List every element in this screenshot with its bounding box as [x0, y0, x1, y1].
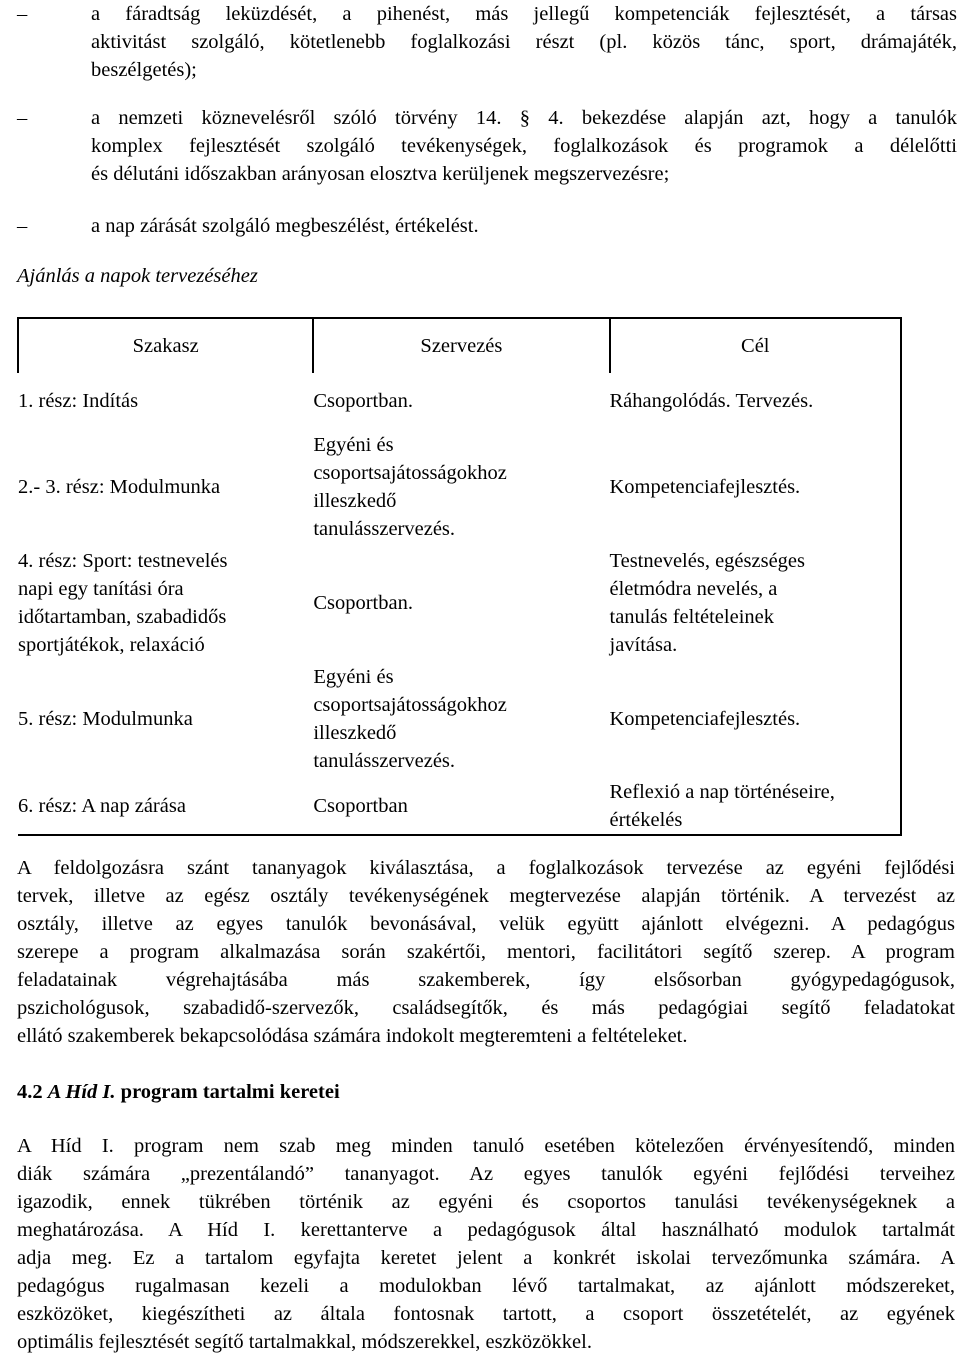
text-line: optimális fejlesztését segítő tartalmakkal, módszerekkel, eszközökkel. [17, 1331, 592, 1353]
table-row [18, 545, 901, 661]
text-line: aktivitást szolgáló, kötetlenebb foglalkozási részt (pl. közös tánc, sport, drámajáték, [91, 31, 957, 53]
text-line: tervek, illetve az egész osztály tevékenységének megtervezése alapján történik. A tervezést az [17, 885, 955, 907]
cell-szervezes: Egyéni és csoportsajátosságokhoz illeszkedő tanulásszervezés. [313, 434, 507, 540]
text-line: a fáradtság leküzdését, a pihenést, más jellegű kompetenciák fejlesztését, a társas [91, 3, 957, 25]
cell-szakasz: 1. rész: Indítás [18, 390, 139, 412]
plan-table [17, 317, 902, 836]
text-line: adja meg. Ez a tartalom egyfajta keretet jelent a konkrét iskolai tervezőmunka számára. A [17, 1247, 955, 1269]
section-heading [17, 1078, 340, 1106]
text-line: szerepe a program alkalmazása során szakértői, mentori, facilitátori segítő szerep. A program [17, 941, 955, 963]
section-name: A Híd I. [47, 1081, 116, 1103]
text-line: meghatározása. A Híd I. kerettanterve a pedagógusok által használható modulok tartalmát [17, 1219, 955, 1241]
text-line: A Híd I. program nem szab meg minden tanuló esetében kötelezően érvényesítendő, minden [17, 1135, 955, 1157]
paragraph-planning [17, 854, 955, 1050]
header-szakasz: Szakasz [18, 318, 313, 373]
cell-cel: Kompetenciafejlesztés. [610, 661, 902, 777]
text-line: a nemzeti köznevelésről szóló törvény 14. § 4. bekezdése alapján azt, hogy a tanulók [91, 107, 957, 129]
plan-heading: Ajánlás a napok tervezéséhez [17, 265, 258, 287]
cell-szervezes: Csoportban. [313, 390, 413, 412]
cell-szakasz: 5. rész: Modulmunka [18, 708, 193, 730]
text-line: diák számára „prezentálandó” tananyagot. Az egyes tanulók egyéni fejlődési terveihez [17, 1163, 955, 1185]
text-line: osztály, illetve az egyes tanulók bevonásával, velük együtt ajánlott elvégezni. A pedagógus [17, 913, 955, 935]
cell-szakasz: 6. rész: A nap zárása [18, 777, 313, 835]
cell-szervezes: Csoportban [313, 777, 609, 835]
cell-cel: Kompetenciafejlesztés. [610, 429, 902, 545]
section-title-rest: program tartalmi keretei [120, 1081, 340, 1103]
table-row [18, 429, 901, 545]
table-row [18, 661, 901, 777]
text-line: feladatainak végrehajtásába más szakemberek, így elsősorban gyógypedagógusok, [17, 969, 955, 991]
text-line: A feldolgozásra szánt tananyagok kiválasztása, a foglalkozások tervezése az egyéni fejlődési [17, 857, 955, 879]
text-line: pedagógus rugalmasan kezeli a modulokban lévő tartalmakat, az ajánlott módszereket, [17, 1275, 955, 1297]
cell-szakasz: 4. rész: Sport: testnevelés napi egy tanítási óra időtartamban, szabadidős sportjátékok, relaxáció [18, 550, 228, 656]
paragraph-hid-program [17, 1132, 955, 1356]
cell-szervezes: Egyéni és csoportsajátosságokhoz illeszkedő tanulásszervezés. [313, 666, 507, 772]
bullet-text [91, 0, 957, 84]
section-number: 4.2 [17, 1081, 43, 1103]
text-line: ellátó szakemberek bekapcsolódása számára indokolt megteremteni a feltételeket. [17, 1025, 688, 1047]
text-line: beszélgetés); [91, 59, 197, 81]
text-line: eszközöket, kiegészítheti az általa fontosnak tartott, a csoport összetételét, az egyének [17, 1303, 955, 1325]
header-szervezes: Szervezés [313, 318, 609, 373]
dash-bullet: – [17, 107, 28, 129]
bullet-text [91, 104, 957, 188]
header-cel: Cél [610, 318, 902, 373]
text-line: pszichológusok, szabadidő-szervezők, családsegítők, és más pedagógiai segítő feladatokat [17, 997, 955, 1019]
bullet-text [91, 212, 957, 240]
text-line: komplex fejlesztését szolgáló tevékenységek, foglalkozások és programok a délelőtti [91, 135, 957, 157]
table-header-row [18, 318, 901, 373]
dash-bullet: – [17, 3, 28, 25]
table-row [18, 777, 901, 835]
text-line: igazodik, ennek tükrében történik az egyéni és csoportos tanulási tevékenységeknek a [17, 1191, 955, 1213]
dash-bullet: – [17, 215, 28, 237]
table-row [18, 373, 901, 429]
text-line: és délutáni időszakban arányosan elosztva kerüljenek megszervezésre; [91, 163, 670, 185]
cell-szakasz: 2.- 3. rész: Modulmunka [18, 476, 221, 498]
cell-cel: Ráhangolódás. Tervezés. [610, 373, 902, 429]
cell-szervezes: Csoportban. [313, 592, 413, 614]
text-line: a nap zárását szolgáló megbeszélést, értékelést. [91, 215, 479, 237]
cell-cel: Testnevelés, egészséges életmódra nevelés, a tanulás feltételeinek javítása. [610, 545, 902, 661]
cell-cel: Reflexió a nap történéseire, értékelés [610, 777, 902, 835]
